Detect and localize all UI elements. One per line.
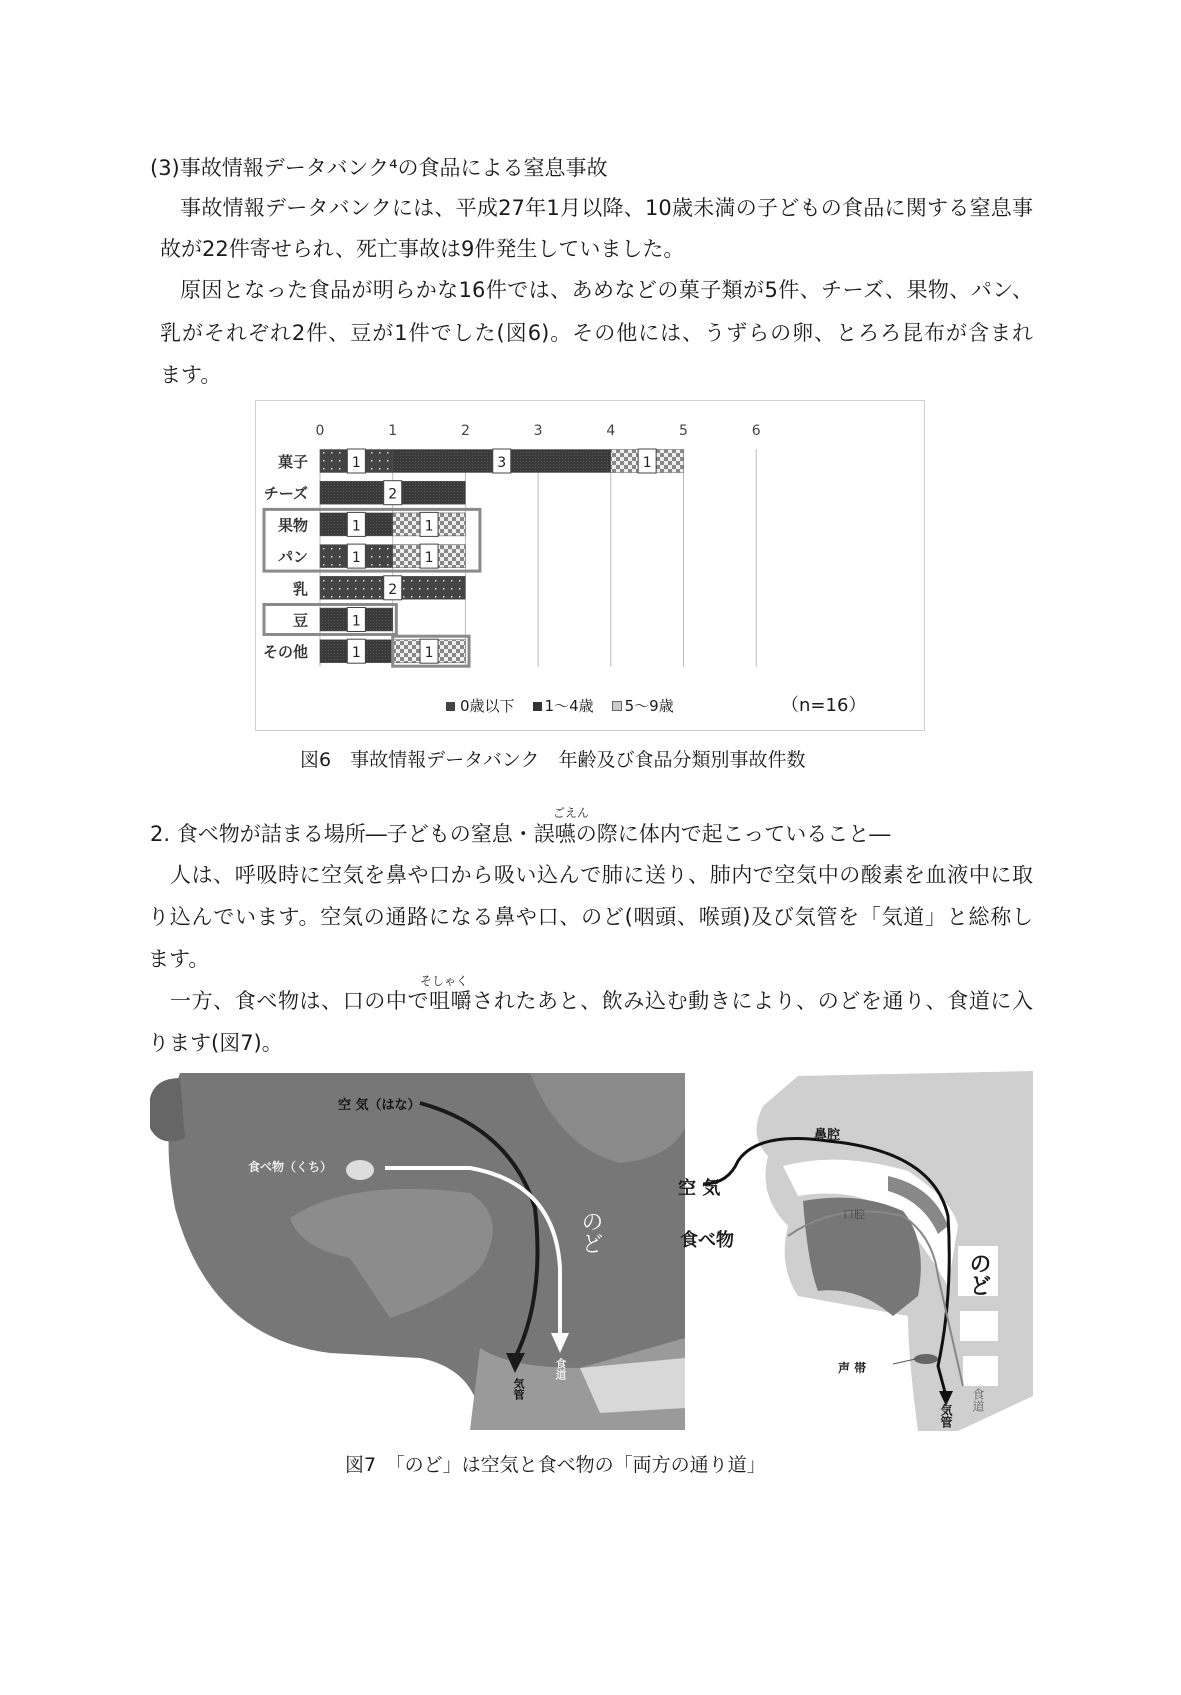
label-air-nose: 空 気（はな） [338, 1098, 421, 1113]
figure7-left-illustration [150, 1068, 685, 1434]
section-heading [150, 821, 890, 847]
head-cross-section-diagram [688, 1066, 1033, 1436]
label-food-mouth: 食べ物（くち） [248, 1160, 333, 1174]
legend-item-1 [533, 695, 594, 716]
paragraph-line: 人は、呼吸時に空気を鼻や口から吸い込んで肺に送り、肺内で空気中の酸素を血液中に取 [170, 863, 1033, 887]
chart-canvas [256, 401, 923, 729]
label-air: 空 気 [678, 1178, 721, 1199]
paragraph-line: 原因となった食品が明らかな16件では、あめなどの菓子類が5件、チーズ、果物、パン、 [180, 278, 1033, 302]
paragraph-line: り込んでいます。空気の通路になる鼻や口、のど(咽頭、喉頭)及び気管を「気道」と総称し [148, 905, 1033, 929]
x-tick-label: 1 [388, 423, 398, 439]
category-label: 果物 [277, 516, 308, 535]
label-oral-cavity: 口腔 [843, 1208, 865, 1221]
label-throat: のど [578, 1210, 603, 1254]
category-label: 乳 [292, 579, 308, 598]
label-esophagus: 食道 [971, 1388, 985, 1412]
data-label: 1 [351, 550, 361, 567]
paragraph-line: ます。 [160, 363, 222, 387]
x-tick-label: 2 [460, 423, 470, 439]
legend-item-0 [446, 695, 515, 716]
category-label: 菓子 [277, 453, 308, 471]
data-label: 1 [351, 613, 361, 630]
category-label: パン [277, 548, 308, 567]
data-label: 3 [497, 455, 507, 471]
section-title: 食べ物が詰まる場所―子どもの窒息・誤嚥の際に体内で起こっていること― [176, 822, 891, 846]
legend-swatch [446, 702, 455, 711]
legend-label: 5～9歳 [624, 697, 674, 715]
data-label: 1 [424, 550, 434, 567]
sample-size-note: （n=16） [781, 695, 867, 716]
x-tick-label: 6 [751, 423, 761, 439]
figure7-caption: 図7 「のど」は空気と食べ物の「両方の通り道」 [345, 1454, 766, 1476]
ruby-goen: ごえん [553, 806, 590, 820]
paragraph-line: 事故情報データバンクには、平成27年1月以降、10歳未満の子どもの食品に関する窒息事 [180, 196, 1033, 220]
data-label: 1 [351, 518, 361, 535]
data-label: 1 [351, 645, 361, 662]
x-tick-label: 0 [315, 423, 325, 439]
category-label: チーズ [263, 484, 308, 503]
data-label: 2 [388, 486, 398, 503]
data-label: 1 [642, 455, 652, 471]
label-trachea: 気管 [512, 1378, 525, 1400]
ruby-soshaku: そしゃく [420, 974, 469, 988]
data-label: 2 [388, 581, 398, 598]
category-label: 豆 [292, 611, 308, 630]
label-throat: のど [966, 1252, 991, 1296]
label-esophagus: 食道 [554, 1358, 567, 1380]
label-nasal-cavity: 鼻腔 [814, 1128, 841, 1143]
x-tick-label: 5 [679, 423, 688, 439]
legend-item-2 [612, 695, 674, 716]
legend-label: 1～4歳 [544, 697, 594, 715]
data-label: 1 [424, 518, 434, 535]
data-label: 1 [351, 455, 361, 471]
section-number: 2. [150, 822, 171, 846]
paragraph-line: 故が22件寄せられ、死亡事故は9件発生していました。 [160, 237, 685, 261]
section-heading: (3)事故情報データバンク⁴の食品による窒息事故 [150, 156, 608, 180]
label-trachea: 気管 [939, 1404, 953, 1428]
figure6-caption: 図6 事故情報データバンク 年齢及び食品分類別事故件数 [300, 749, 806, 771]
paragraph-line: 一方、食べ物は、口の中で咀嚼されたあと、飲み込む動きにより、のどを通り、食道に入 [170, 989, 1033, 1013]
legend-swatch [533, 702, 542, 711]
data-label: 1 [424, 645, 434, 662]
paragraph-line: 乳がそれぞれ2件、豆が1件でした(図6)。その他には、うずらの卵、とろろ昆布が含まれ [160, 321, 1033, 345]
label-vocal-cords: 声 帯 [838, 1361, 867, 1375]
figure6-chart [255, 400, 925, 731]
paragraph-line: ります(図7)。 [148, 1031, 283, 1055]
x-tick-label: 4 [606, 423, 616, 439]
legend-swatch [612, 701, 622, 711]
paragraph-line: ます。 [148, 947, 210, 971]
x-tick-label: 3 [533, 423, 543, 439]
figure7-right-illustration [678, 1066, 1033, 1440]
legend-label: 0歳以下 [460, 697, 515, 715]
label-food: 食べ物 [680, 1230, 734, 1251]
category-label: その他 [262, 643, 308, 662]
